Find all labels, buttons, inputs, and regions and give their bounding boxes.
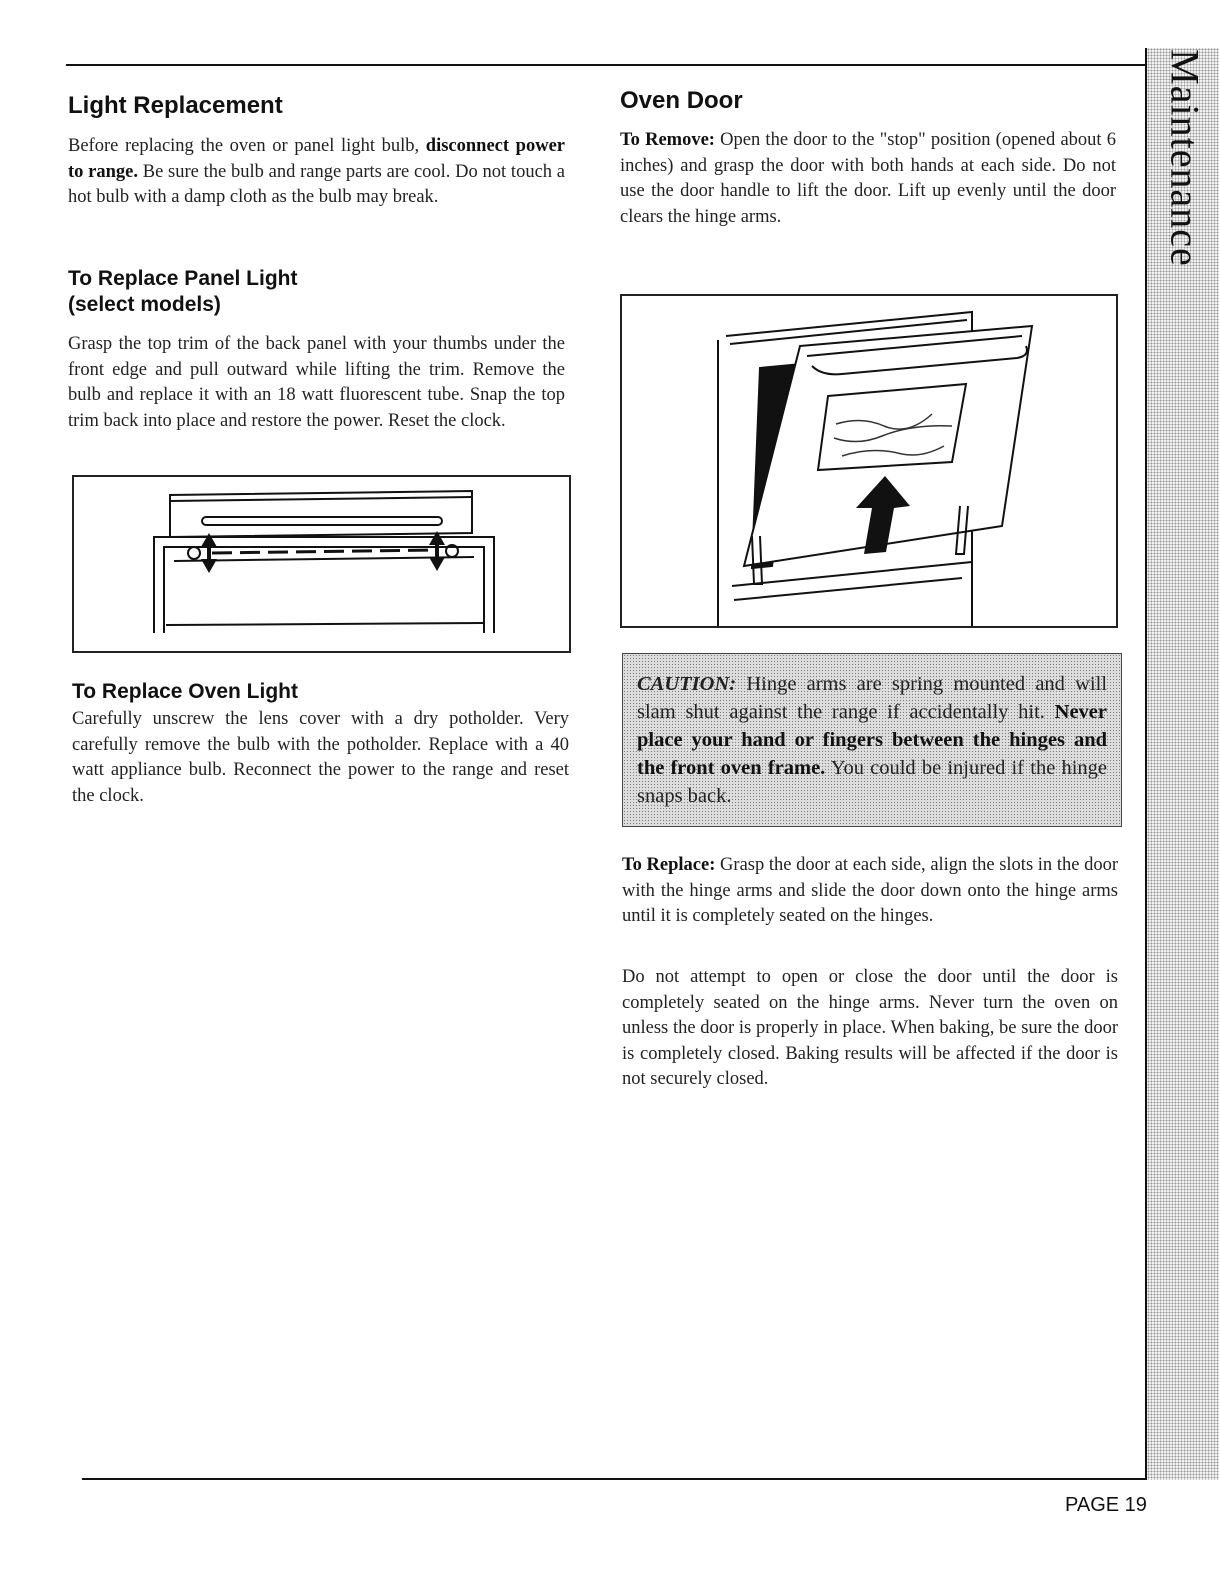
panel-light-illustration [72,475,571,653]
intro-text-2: Be sure the bulb and range parts are cool. Do not touch a hot bulb with a damp cloth as the bulb may break. [68,161,565,207]
replace-label: To Replace: [622,855,716,875]
oven-door-final-text: Do not attempt to open or close the door until the door is completely seated on the hinge arms. Never turn the oven on unless the door is properly in place. When baking, be sure the door is completely closed. Baking results will be affected if the door is not securely closed. [622,967,1118,1089]
remove-body: Open the door to the "stop" position (opened about 6 inches) and grasp the door with both hands at each side. Do not use the door handle to lift the door. Lift up evenly until the door clears the hinge arms. [620,130,1117,227]
oven-light-body: Carefully unscrew the lens cover with a dry potholder. Very carefully remove the bulb with the potholder. Replace with a 40 watt appliance bulb. Reconnect the power to the range and reset the clock. [72,709,569,806]
caution-label: CAUTION: [637,673,737,695]
caution-text-2: You could be injured if the hinge snaps back. [637,757,1107,807]
panel-light-heading-line2: (select models) [68,293,221,316]
caution-box [622,653,1122,827]
page-number: PAGE 19 [1065,1494,1147,1516]
oven-light-heading: To Replace Oven Light [72,680,298,703]
oven-door-heading: Oven Door [620,87,743,114]
replace-body: Grasp the door at each side, align the slots in the door with the hinge arms and slide the door down onto the hinge arms until it is completely seated on the hinges. [622,855,1119,926]
section-side-tab [1147,48,1219,1480]
caution-warning: Never place your hand or fingers between the hinges and the front oven frame. [637,701,1108,779]
oven-door-remove-text [620,128,1116,230]
intro-warning: disconnect power to range. [68,136,565,182]
top-rule [66,64,1153,66]
panel-light-heading [68,266,297,318]
panel-light-body: Grasp the top trim of the back panel with your thumbs under the front edge and pull outward while lifting the trim. Remove the bulb and replace it with an 18 watt fluorescent tube. Snap the top trim back into place and restore the power. Reset the clock. [68,334,565,431]
intro-text-1: Before replacing the oven or panel light bulb, [68,136,420,156]
light-replacement-intro [68,134,565,211]
light-replacement-heading: Light Replacement [68,92,283,119]
caution-text-1: Hinge arms are spring mounted and will slam shut against the range if accidentally hit. [637,673,1108,723]
bottom-rule [82,1478,1148,1480]
panel-light-heading-line1: To Replace Panel Light [68,267,298,290]
oven-door-replace-text [622,853,1118,930]
oven-door-illustration [620,294,1118,628]
remove-label: To Remove: [620,130,715,150]
side-tab-label: Maintenance [1162,49,1208,267]
